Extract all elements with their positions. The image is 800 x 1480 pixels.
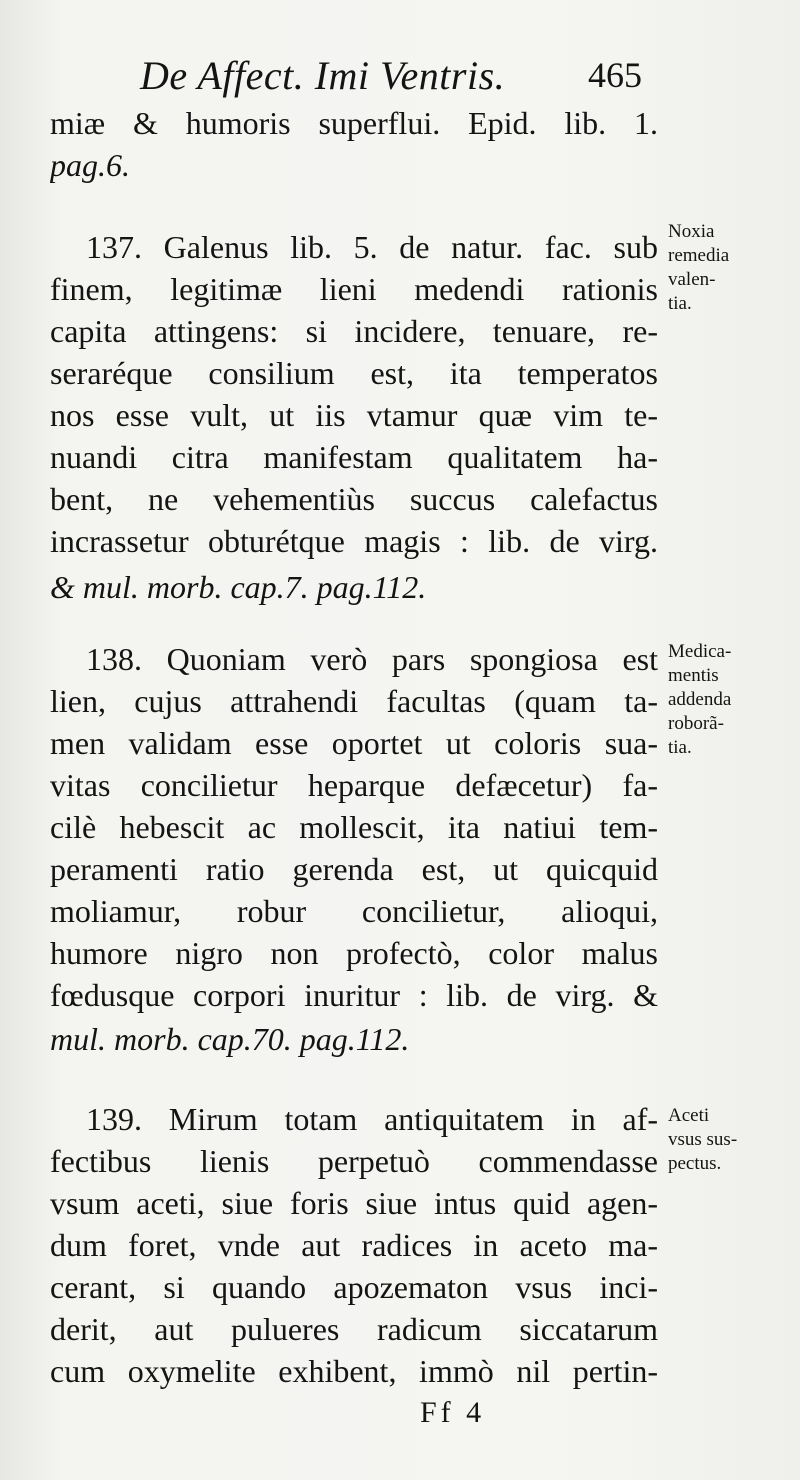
- text-line: moliamur, robur concilietur, alioqui,: [50, 893, 658, 929]
- text-line: bent, ne vehementiùs succus calefactus: [50, 481, 658, 517]
- running-header: [140, 52, 660, 102]
- margin-note-line: pectus.: [668, 1153, 722, 1174]
- text-line: vitas concilietur heparque defæcetur) fa-: [50, 767, 658, 803]
- margin-note-line: roborã-: [668, 713, 724, 734]
- margin-note-line: Noxia: [668, 221, 715, 242]
- margin-note-line: mentis: [668, 665, 719, 686]
- text-line: pag.6.: [50, 147, 130, 183]
- paragraph-139-first-line: 139. Mirum totam antiquitatem in af-: [86, 1101, 658, 1137]
- text-line: peramenti ratio gerenda est, ut quicquid: [50, 851, 658, 887]
- margin-note-line: tia.: [668, 737, 692, 758]
- margin-note-line: addenda: [668, 689, 732, 710]
- text-line: vsum aceti, siue foris siue intus quid agen-: [50, 1185, 658, 1221]
- paragraph-138-first-line: 138. Quoniam verò pars spongiosa est: [86, 641, 658, 677]
- text-line: fœdusque corpori inuritur : lib. de virg. &: [50, 977, 658, 1013]
- text-line: dum foret, vnde aut radices in aceto ma-: [50, 1227, 658, 1263]
- text-line: derit, aut pulueres radicum siccatarum: [50, 1311, 658, 1347]
- text-line: cum oxymelite exhibent, immò nil pertin-: [50, 1353, 658, 1389]
- margin-note-line: Medica-: [668, 641, 732, 662]
- text-line: lien, cujus attrahendi facultas (quam ta-: [50, 683, 658, 719]
- margin-note-line: vsus sus-: [668, 1129, 738, 1150]
- margin-note-line: tia.: [668, 293, 692, 314]
- text-line: finem, legitimæ lieni medendi rationis: [50, 271, 658, 307]
- running-title: De Affect. Imi Ventris.: [140, 53, 506, 98]
- text-line: miæ & humoris superflui. Epid. lib. 1.: [50, 105, 658, 141]
- margin-note-aceti: [668, 1104, 788, 1176]
- text-line: capita attingens: si incidere, tenuare, re-: [50, 313, 658, 349]
- text-line: nos esse vult, ut iis vtamur quæ vim te-: [50, 397, 658, 433]
- citation-line: mul. morb. cap.70. pag.112.: [50, 1021, 410, 1057]
- page-number: 465: [588, 55, 642, 95]
- citation-line: & mul. morb. cap.7. pag.112.: [50, 569, 427, 605]
- margin-note-line: Aceti: [668, 1105, 710, 1126]
- text-line: nuandi citra manifestam qualitatem ha-: [50, 439, 658, 475]
- text-line: cilè hebescit ac mollescit, ita natiui tem-: [50, 809, 658, 845]
- text-line: seraréque consilium est, ita temperatos: [50, 355, 658, 391]
- text-line: incrassetur obturétque magis : lib. de virg.: [50, 523, 658, 559]
- text-line: men validam esse oportet ut coloris sua-: [50, 725, 658, 761]
- signature-mark: Ff 4: [420, 1396, 486, 1429]
- margin-note-noxia: [668, 220, 788, 316]
- margin-note-medicamentis: [668, 640, 788, 760]
- text-line: fectibus lienis perpetuò commendasse: [50, 1143, 658, 1179]
- margin-note-line: valen-: [668, 269, 716, 290]
- margin-note-line: remedia: [668, 245, 730, 266]
- paragraph-137-first-line: 137. Galenus lib. 5. de natur. fac. sub: [86, 229, 658, 265]
- text-line: cerant, si quando apozematon vsus inci-: [50, 1269, 658, 1305]
- text-line: humore nigro non profectò, color malus: [50, 935, 658, 971]
